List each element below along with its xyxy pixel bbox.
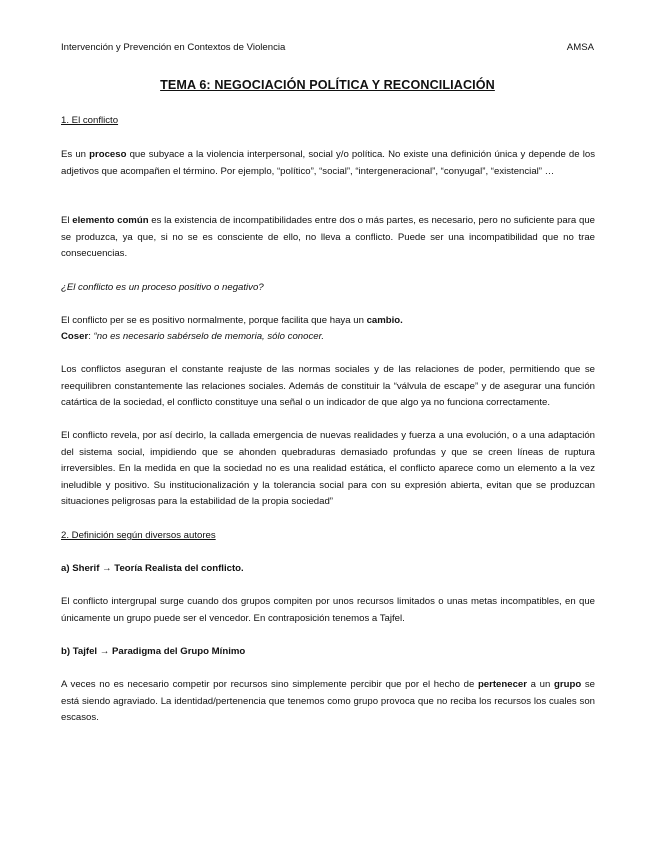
question-line: ¿El conflicto es un proceso positivo o negativo? (61, 282, 264, 293)
header-course-title: Intervención y Prevención en Contextos de Violencia (61, 42, 286, 53)
paragraph-proceso: Es un proceso que subyace a la violencia interpersonal, social y/o política. No existe una definición única y depende de los adjetivos que acompañen el término. Por ejemplo, “político”, “social”, “intergeneracional”, “conyugal”, “existencial” … (61, 149, 595, 177)
sherif-heading: a) Sherif → Teoría Realista del conflicto. (61, 563, 244, 574)
section-1-heading: 1. El conflicto (61, 115, 119, 126)
paragraph-sherif: El conflicto intergrupal surge cuando dos grupos compiten por unos recursos limitados o unas metas incompatibles, en que únicamente un grupo puede ser el vencedor. En contraposición tenemos a Tajfel. (61, 596, 595, 624)
paragraph-coser: Coser: “no es necesario sabérselo de memoria, sólo conocer. (61, 331, 325, 342)
page-header (61, 42, 594, 53)
paragraph-elemento-comun: El elemento común es la existencia de incompatibilidades entre dos o más partes, es necesario, pero no suficiente para que se produzca, ya que, si no se es consciente de ello, no lleva a conflicto. Puede ser una incompatibilidad que no trae consecuencias. (61, 215, 595, 260)
paragraph-tajfel: A veces no es necesario competir por recursos sino simplemente percibir que por el hecho de pertenecer a un grupo se está siendo agraviado. La identidad/pertenencia que tenemos como grupo provoca que no reciba los recursos los cuales son escasos. (61, 679, 595, 724)
paragraph-reajuste: Los conflictos aseguran el constante reajuste de las normas sociales y de las relaciones de poder, permitiendo que se reequilibren constantemente las relaciones sociales. Además de constituir la “válvula de escape” y de asegurar una función catártica de la sociedad, el conflicto constituye una señal o un indicador de que algo ya no funciona correctamente. (61, 364, 595, 409)
tajfel-heading: b) Tajfel → Paradigma del Grupo Mínimo (61, 646, 246, 657)
paragraph-emergencia: El conflicto revela, por así decirlo, la callada emergencia de nuevas realidades y fuerza a una evolución, o a una adaptación del sistema social, impidiendo que se ahonden quebraduras demasiado profundas y que se creen líneas de ruptura irreversibles. En la medida en que la sociedad no es una realidad estática, el conflicto aparece como un elemento a la vez ineludible y positivo. Su institucionalización y la tolerancia social para con su expresión abierta, evitan que se produzcan situaciones peligrosas para la estabilidad de la propia sociedad” (61, 430, 595, 508)
document-title: TEMA 6: NEGOCIACIÓN POLÍTICA Y RECONCILIACIÓN (160, 78, 495, 92)
header-author: AMSA (566, 42, 594, 53)
section-2-heading: 2. Definición según diversos autores (61, 530, 216, 541)
paragraph-cambio: El conflicto per se es positivo normalmente, porque facilita que haya un cambio. (61, 315, 403, 326)
